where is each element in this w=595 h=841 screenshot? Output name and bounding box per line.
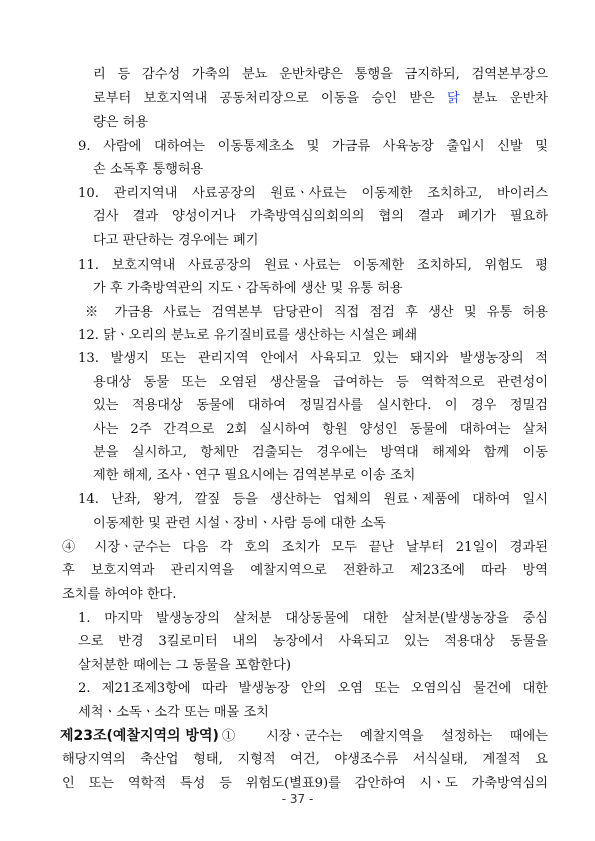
text-line [78, 703, 269, 723]
text-line [222, 727, 548, 747]
line-text: 량은 허용 [93, 115, 149, 130]
line-text: 다고 판단하는 경우에는 폐기 [93, 233, 259, 248]
line-text: 손 소독후 통행허용 [93, 162, 204, 177]
line-text: 14. 난좌, 왕겨, 깔짚 등을 생산하는 업체의 원료ㆍ제품에 대하여 일시 [78, 492, 548, 507]
text-line [78, 326, 417, 346]
line-text: 있는 적용대상 동물에 대하여 정밀검사를 실시한다. 이 경우 정밀검 [93, 398, 548, 413]
text-line [78, 184, 548, 204]
line-text: 12. 닭ㆍ오리의 분뇨로 유기질비료를 생산하는 시설은 폐쇄 [78, 328, 418, 343]
text-line [78, 256, 548, 276]
line-text: 검사 결과 양성이거나 가축방역심의회의의 협의 결과 폐기가 필요하 [93, 209, 548, 224]
text-line [78, 349, 548, 369]
text-line [93, 207, 548, 227]
line-text: 세척ㆍ소독ㆍ소각 또는 매몰 조치 [78, 705, 269, 720]
text-line [62, 750, 548, 770]
line-text: ① 시장ㆍ군수는 예찰지역을 설정하는 때에는 [222, 729, 548, 744]
text-line [93, 443, 548, 463]
text-line [93, 373, 548, 393]
text-line [93, 396, 548, 416]
text-line [62, 774, 548, 794]
line-text: 9. 사람에 대하여는 이동통제초소 및 가금류 사육농장 출입시 신발 및 [78, 139, 548, 154]
line-text: 인 또는 역학적 특성 등 위험도(별표9)를 감안하여 시ㆍ도 가축방역심의 [62, 776, 548, 791]
line-text: 13. 발생지 또는 관리지역 안에서 사육되고 있는 돼지와 발생농장의 적 [78, 351, 548, 366]
line-text: 조치를 하여야 한다. [62, 587, 177, 602]
text-line [78, 490, 548, 510]
line-text: 으로 반경 3킬로미터 내의 농장에서 사육되고 있는 적용대상 동물을 [78, 634, 548, 649]
line-text: 10. 관리지역내 사료공장의 원료ㆍ사료는 이동제한 조치하고, 바이러스 [78, 186, 548, 201]
text-line [93, 466, 415, 486]
line-text: 해당지역의 축산업 형태, 지형적 여건, 야생조수류 서식실태, 계절적 요 [62, 752, 548, 767]
text-line [93, 420, 548, 440]
line-text: 2. 제21조제3항에 따라 발생농장 안의 오염 또는 오염의심 물건에 대한 [78, 681, 548, 696]
line-text: 제한 해제, 조사ㆍ연구 필요시에는 검역본부로 이송 조치 [93, 468, 416, 483]
line-text: 용대상 동물 또는 오염된 생산물을 급여하는 등 역학적으로 관련성이 [93, 375, 548, 390]
article-heading: 제23조(예찰지역의 방역) [60, 728, 219, 744]
line-text: 사는 2주 간격으로 2회 실시하여 항원 양성인 동물에 대하여는 살처 [93, 422, 548, 437]
text-line [93, 160, 203, 180]
text-line [93, 113, 148, 133]
line-text: 로부터 보호지역내 공동처리장으로 이동을 승인 받은 [93, 91, 447, 106]
text-line [93, 514, 386, 534]
line-text: 분뇨 운반차 [459, 91, 548, 106]
text-line [93, 89, 548, 109]
line-text: 가 후 가축방역관의 지도ㆍ감독하에 생산 및 유통 허용 [93, 281, 403, 296]
text-line [78, 137, 548, 157]
text-line [93, 65, 548, 85]
line-text: 후 보호지역과 관리지역을 예찰지역으로 전환하고 제23조에 따라 방역 [62, 563, 548, 578]
line-text: ※ 가금용 사료는 검역본부 담당관이 직접 점검 후 생산 및 유통 허용 [85, 305, 548, 320]
text-line [62, 561, 548, 581]
line-text: 살처분한 때에는 그 동물을 포함한다) [78, 658, 291, 673]
text-line [62, 585, 177, 605]
text-line [93, 279, 403, 299]
line-text: 11. 보호지역내 사료공장의 원료ㆍ사료는 이동제한 조치하되, 위험도 평 [78, 258, 548, 273]
line-text: 이동제한 및 관련 시설ㆍ장비ㆍ사람 등에 대한 소독 [93, 516, 386, 531]
text-line [78, 679, 548, 699]
text-line [62, 538, 548, 558]
text-line [93, 231, 258, 251]
line-text: ④ 시장ㆍ군수는 다음 각 호의 조치가 모두 끝난 날부터 21일이 경과된 [62, 540, 548, 555]
text-line [78, 632, 548, 652]
highlighted-word: 닭 [446, 91, 460, 106]
line-text: 1. 마지막 발생농장의 살처분 대상동물에 대한 살처분(발생농장을 중심 [78, 611, 548, 626]
text-line [78, 609, 548, 629]
text-line [78, 656, 291, 676]
text-line [85, 303, 548, 323]
page-number: - 37 - [281, 792, 314, 806]
line-text: 분을 실시하고, 항체만 검출되는 경우에는 방역대 해제와 함께 이동 [93, 445, 548, 460]
line-text: 리 등 감수성 가축의 분뇨 운반차량은 통행을 금지하되, 검역본부장으 [93, 67, 548, 82]
